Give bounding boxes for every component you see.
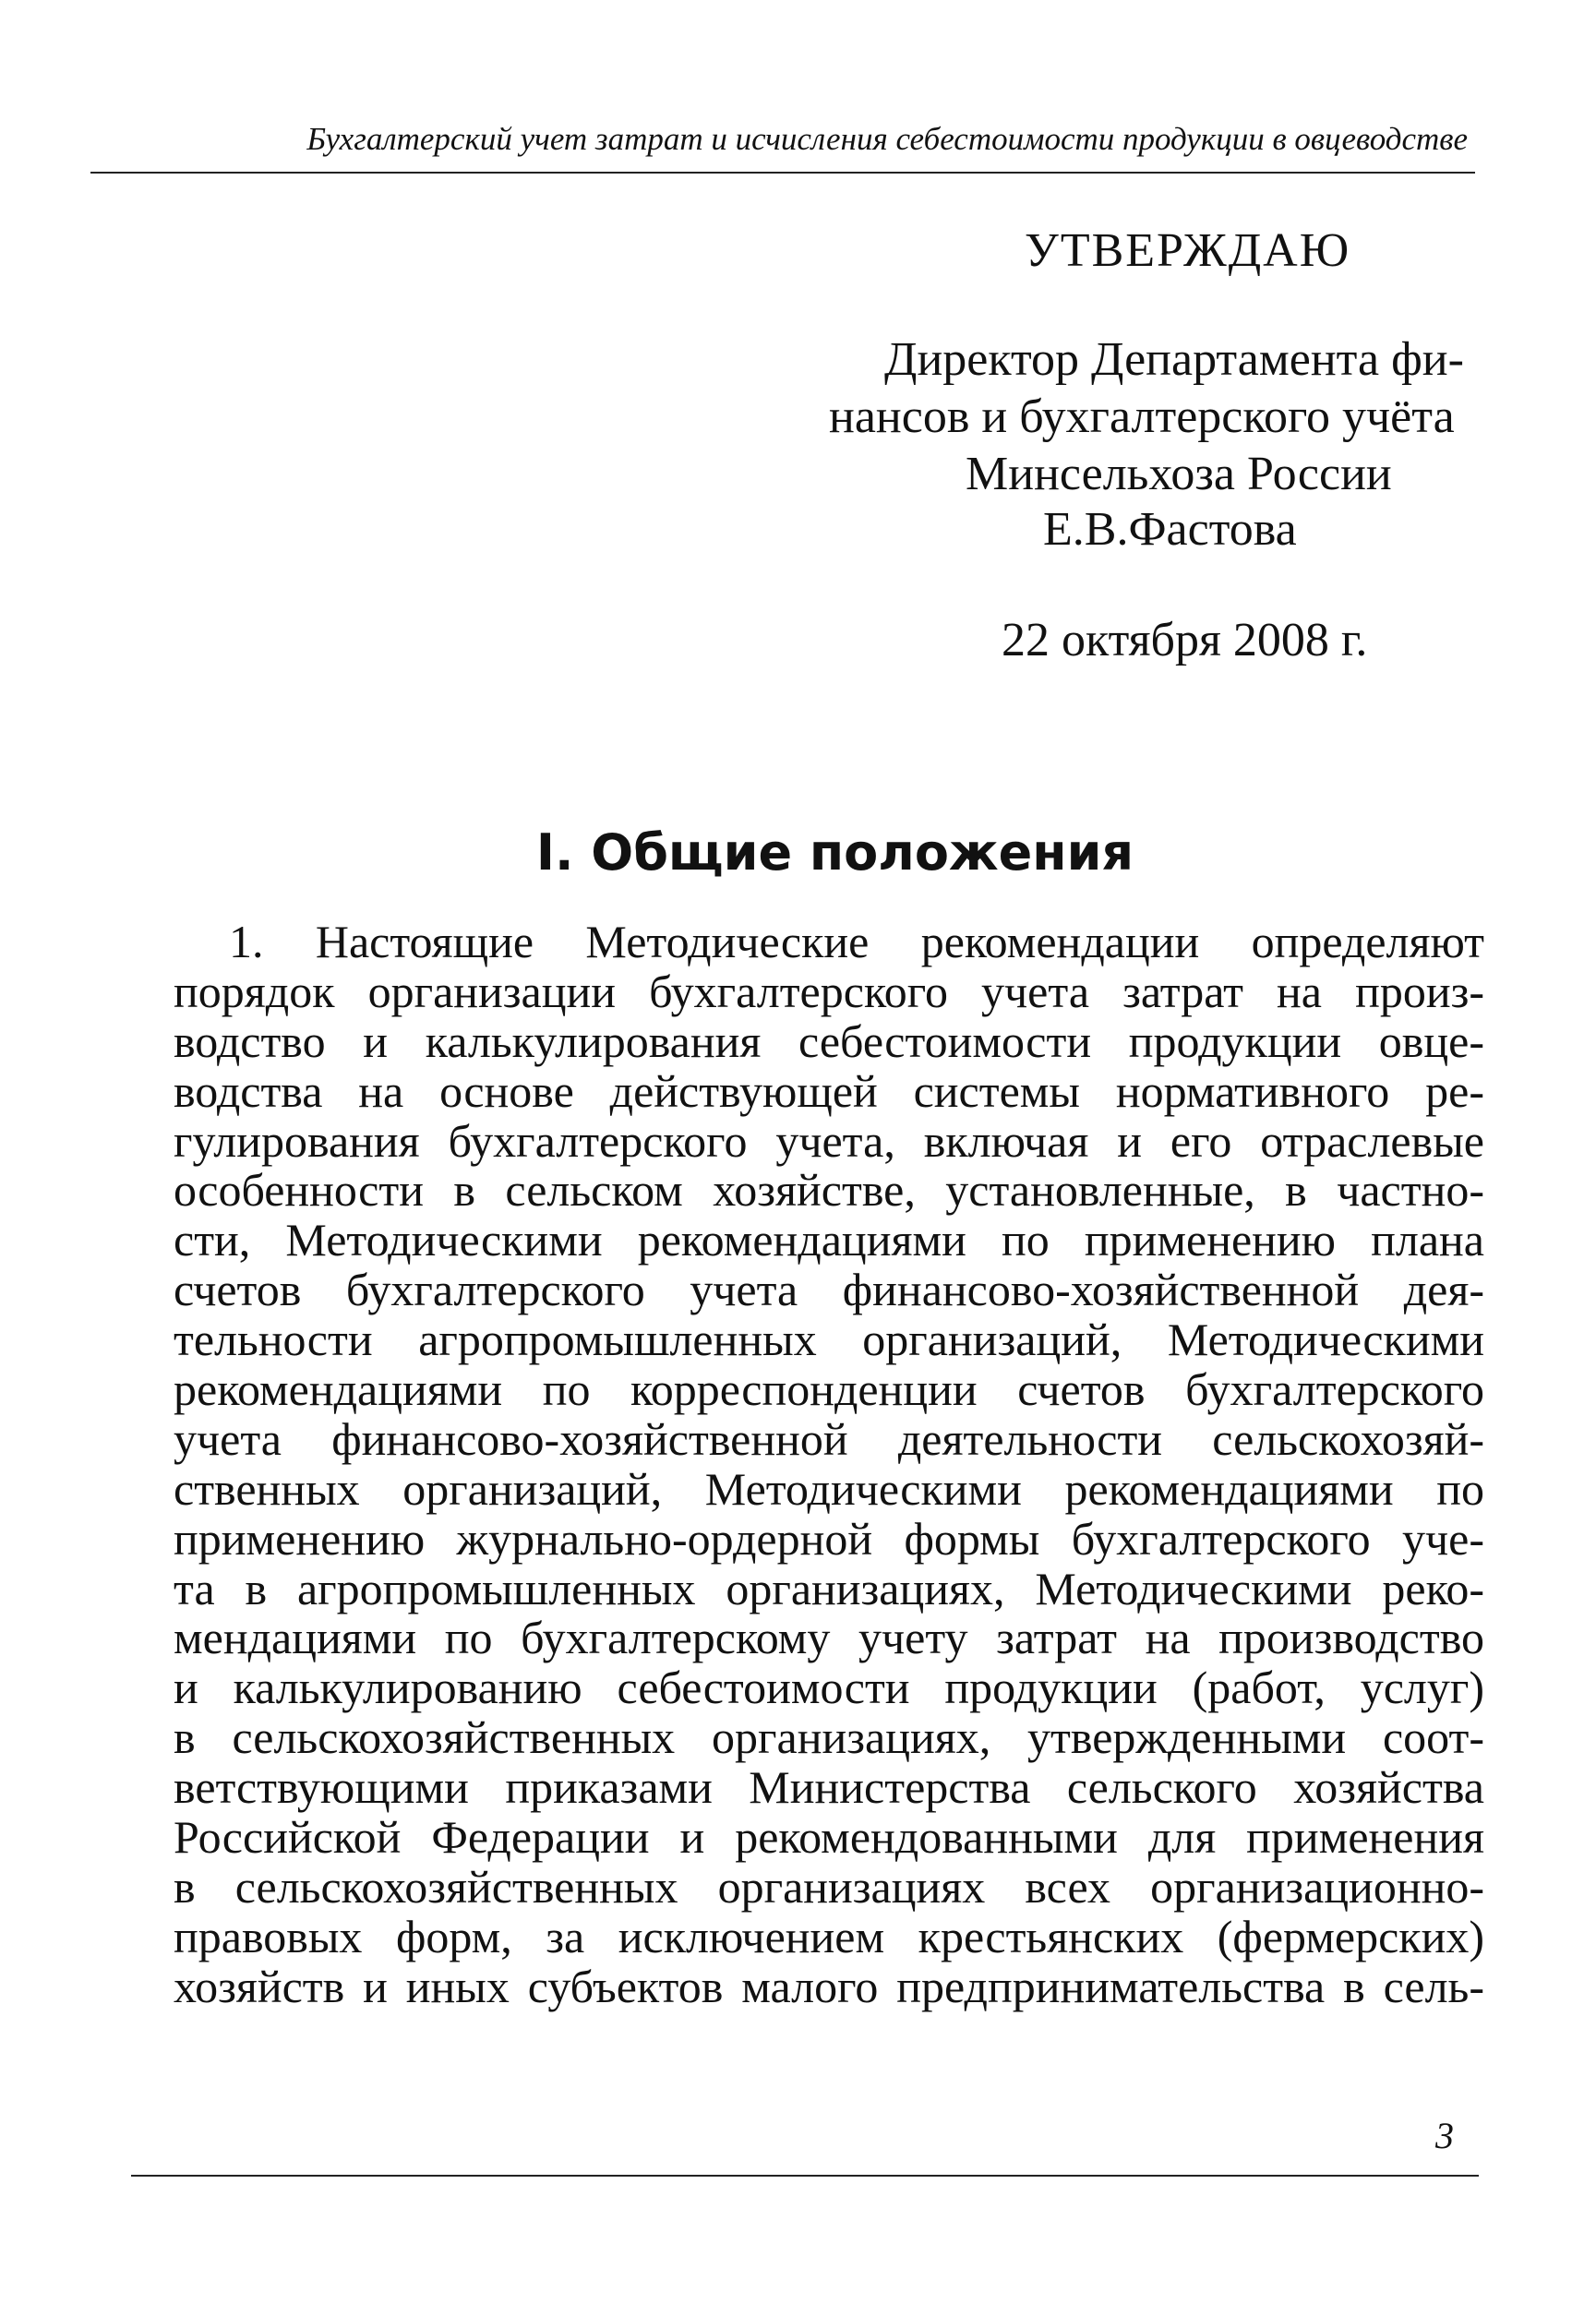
- paragraph-line: применению журнально-ордерной формы бухгалтерского уче-: [174, 1512, 1484, 1565]
- footer-divider: [131, 2175, 1479, 2177]
- paragraph-line: счетов бухгалтерского учета финансово-хозяйственной дея-: [174, 1264, 1484, 1316]
- approval-date: 22 октября 2008 г.: [1002, 614, 1368, 666]
- paragraph-line: сти, Методическими рекомендациями по применению плана: [174, 1214, 1484, 1266]
- header-divider: [90, 172, 1475, 174]
- paragraph-line: Российской Федерации и рекомендованными для применения: [174, 1811, 1484, 1864]
- paragraph-line: водство и калькулирования себестоимости продукции овце-: [174, 1014, 1484, 1067]
- paragraph-line: учета финансово-хозяйственной деятельности сельскохозяй-: [174, 1412, 1484, 1465]
- approval-stamp-word: УТВЕРЖДАЮ: [1025, 224, 1351, 277]
- running-header-title: Бухгалтерский учет затрат и исчисления себестоимости продукции в овцеводстве: [306, 121, 1468, 157]
- paragraph-line: в сельскохозяйственных организациях всех организационно-: [174, 1860, 1484, 1913]
- paragraph-line: хозяйств и иных субъектов малого предпринимательства в сель-: [174, 1960, 1484, 2012]
- paragraph-line: особенности в сельском хозяйстве, установленные, в частно-: [174, 1164, 1484, 1217]
- approver-name: Е.В.Фастова: [1043, 503, 1297, 556]
- paragraph-line: и калькулированию себестоимости продукции (работ, услуг): [174, 1662, 1484, 1714]
- approver-line: нансов и бухгалтерского учёта: [829, 390, 1455, 443]
- section-heading: I. Общие положения: [535, 823, 1134, 882]
- paragraph-line: правовых форм, за исключением крестьянских (фермерских): [174, 1910, 1484, 1962]
- paragraph-line: тельности агропромышленных организаций, Методическими: [174, 1314, 1484, 1366]
- paragraph-line: гулирования бухгалтерского учета, включая и его отраслевые: [174, 1114, 1484, 1167]
- body-paragraph: [174, 918, 1484, 2012]
- paragraph-line: 1. Настоящие Методические рекомендации определяют: [229, 916, 1484, 967]
- paragraph-line: в сельскохозяйственных организациях, утвержденными соот-: [174, 1711, 1484, 1764]
- approver-line: Минсельхоза России: [966, 448, 1392, 500]
- paragraph-line: та в агропромышленных организациях, Методическими реко-: [174, 1562, 1484, 1614]
- page-number: 3: [1435, 2115, 1454, 2156]
- paragraph-line: мендациями по бухгалтерскому учету затрат на производство: [174, 1612, 1484, 1664]
- paragraph-line: ственных организаций, Методическими рекомендациями по: [174, 1462, 1484, 1515]
- paragraph-line: порядок организации бухгалтерского учета затрат на произ-: [174, 965, 1484, 1017]
- paragraph-line: водства на основе действующей системы нормативного ре-: [174, 1064, 1484, 1117]
- paragraph-line: ветствующими приказами Министерства сельского хозяйства: [174, 1761, 1484, 1814]
- paragraph-line: рекомендациями по корреспонденции счетов бухгалтерского: [174, 1363, 1484, 1416]
- approver-line: Директор Департамента фи-: [884, 333, 1464, 386]
